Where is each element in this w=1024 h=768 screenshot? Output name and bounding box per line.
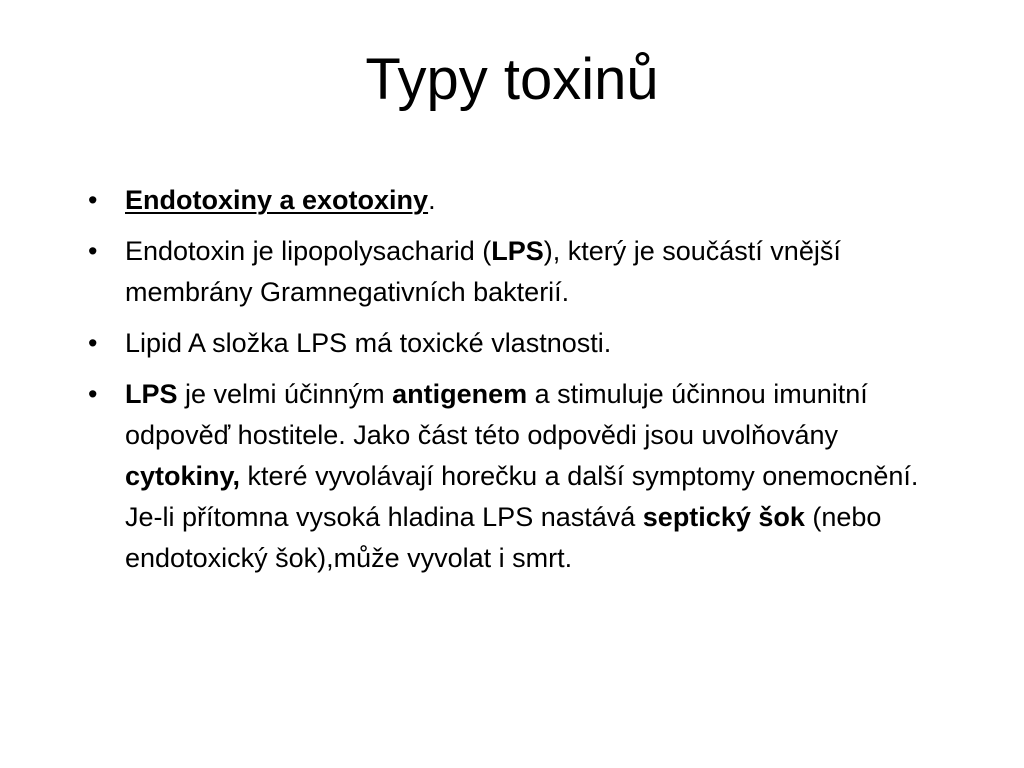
bullet-dot: • [88, 328, 98, 358]
bullet-item [88, 231, 958, 313]
bullet-text: které vyvolávají horečku a další symptomy onemocnění. Je-li přítomna vysoká hladina LPS nastává [125, 461, 919, 532]
bullet-text: (nebo endotoxický šok),může vyvolat i smrt. [125, 502, 882, 573]
bullet-text-bold: LPS [125, 379, 178, 409]
bullet-item [88, 323, 958, 364]
bullet-text: je velmi účinným [177, 379, 393, 409]
bullet-text: . [428, 185, 436, 215]
bullet-dot: • [88, 236, 98, 266]
bullet-dot: • [88, 379, 98, 409]
slide-title: Typy toxinů [365, 47, 659, 112]
bullet-text: ), který je součástí vnější membrány Gramnegativních bakterií. [125, 236, 841, 307]
bullet-text: Lipid A složka LPS má toxické vlastnosti. [125, 328, 612, 358]
bullet-text: Endotoxin je lipopolysacharid ( [125, 236, 492, 266]
bullet-text-bold: septický šok [642, 502, 805, 532]
bullet-text-bold: cytokiny, [125, 461, 241, 491]
bullet-list [88, 180, 958, 589]
bullet-text: a stimuluje účinnou imunitní odpověď hostitele. Jako část této odpovědi jsou uvolňovány [125, 379, 868, 450]
bullet-text-bold: LPS [491, 236, 544, 266]
bullet-text-bold-underline: Endotoxiny a exotoxiny [125, 185, 429, 215]
bullet-item [88, 374, 958, 579]
bullet-text-bold: antigenem [392, 379, 528, 409]
bullet-item [88, 180, 958, 221]
bullet-dot: • [88, 185, 98, 215]
